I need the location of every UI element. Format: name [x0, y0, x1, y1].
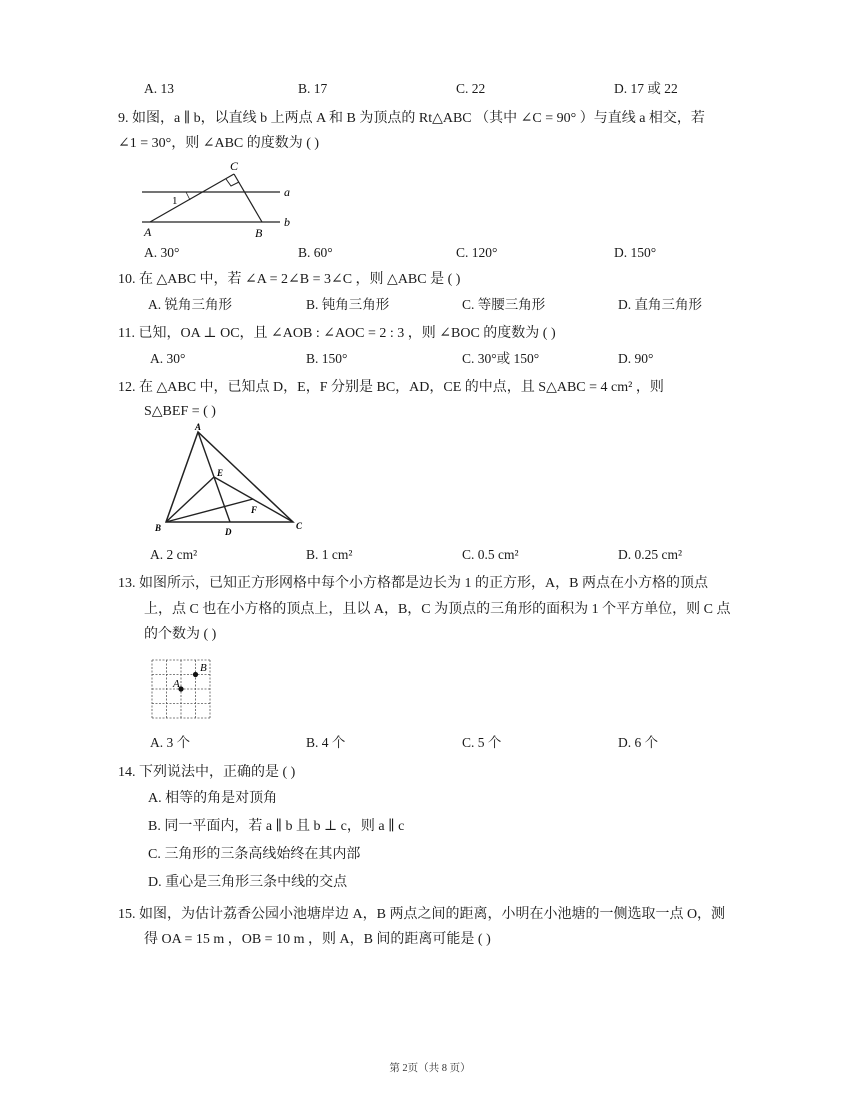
q9-option-c: C. 120° [456, 245, 498, 260]
q13-label-a: A [173, 678, 180, 690]
q9-side-bc [234, 174, 262, 222]
q11-stem: 11. 已知，OA ⊥ OC，且 ∠AOB : ∠AOC = 2 : 3 ，则 ∠BOC 的度数为 ( ) [118, 326, 556, 341]
q11-option-d: D. 90° [618, 351, 654, 366]
q14-option-b: B. 同一平面内，若 a ∥ b 且 b ⊥ c，则 a ∥ c [148, 819, 405, 834]
q11-option-c: C. 30°或 150° [462, 351, 540, 366]
q13-option-a: A. 3 个 [150, 735, 191, 750]
q9-label-c: C [230, 159, 239, 173]
q12-triangle-abc [166, 432, 293, 522]
q8-option-c: C. 22 [456, 81, 486, 96]
q9-angle-mark [186, 192, 190, 200]
q13-stem-line2: 上，点 C 也在小方格的顶点上，且以 A，B，C 为顶点的三角形的面积为 1 个平方单位，则 C 点 [144, 602, 731, 617]
q14-option-c: C. 三角形的三条高线始终在其内部 [148, 847, 361, 862]
q8-option-b: B. 17 [298, 81, 328, 96]
q13-grid-figure [148, 656, 214, 722]
q12-option-c: C. 0.5 cm² [462, 547, 519, 562]
q12-option-a: A. 2 cm² [150, 547, 198, 562]
q13-stem-line3: 的个数为 ( ) [144, 627, 217, 642]
q9-side-ac [150, 174, 234, 222]
q14-option-a: A. 相等的角是对顶角 [148, 791, 278, 806]
q14-option-d: D. 重心是三角形三条中线的交点 [148, 875, 348, 890]
q9-option-d: D. 150° [614, 245, 657, 260]
q13-option-c: C. 5 个 [462, 735, 502, 750]
page-footer: 第 2页（共 8 页） [389, 1063, 471, 1074]
q12-label-d: D [225, 527, 232, 537]
q8-option-a: A. 13 [144, 81, 174, 96]
q13-option-b: B. 4 个 [306, 735, 346, 750]
q11-option-a: A. 30° [150, 351, 186, 366]
q9-option-a: A. 30° [144, 245, 180, 260]
q11-option-b: B. 150° [306, 351, 348, 366]
q10-option-c: C. 等腰三角形 [462, 297, 546, 312]
q9-label-a-line: a [284, 185, 290, 199]
q13-option-d: D. 6 个 [618, 735, 659, 750]
q13-stem-line1: 13. 如图所示，已知正方形网格中每个小方格都是边长为 1 的正方形，A，B 两点在小方格的顶点 [118, 576, 708, 591]
q9-figure [138, 158, 308, 240]
q9-stem-line1: 9. 如图，a ∥ b，以直线 b 上两点 A 和 B 为顶点的 Rt△ABC （其中 ∠C = 90° ）与直线 a 相交，若 [118, 111, 705, 126]
q9-label-angle1: 1 [172, 195, 178, 207]
q9-label-point-b: B [255, 226, 263, 240]
q9-stem-line2: ∠1 = 30°，则 ∠ABC 的度数为 ( ) [118, 136, 320, 151]
q8-option-d: D. 17 或 22 [614, 81, 678, 96]
q12-label-c: C [296, 521, 303, 531]
q13-point-b [193, 672, 198, 677]
q12-label-e: E [217, 468, 224, 478]
q12-option-d: D. 0.25 cm² [618, 547, 683, 562]
q14-stem: 14. 下列说法中，正确的是 ( ) [118, 765, 296, 780]
q12-option-b: B. 1 cm² [306, 547, 353, 562]
q9-label-b-line: b [284, 215, 290, 229]
q15-stem-line2: 得 OA = 15 m ，OB = 10 m ，则 A，B 间的距离可能是 ( ) [144, 932, 491, 947]
q9-label-point-a: A [144, 225, 152, 239]
q10-stem: 10. 在 △ABC 中，若 ∠A = 2∠B = 3∠C ，则 △ABC 是 ( ) [118, 272, 461, 287]
q12-label-a: A [195, 422, 202, 432]
q10-option-b: B. 钝角三角形 [306, 297, 390, 312]
q10-option-a: A. 锐角三角形 [148, 297, 232, 312]
q12-stem-line1: 12. 在 △ABC 中，已知点 D，E，F 分别是 BC，AD，CE 的中点，且 S△ABC = 4 cm² ，则 [118, 380, 664, 395]
q9-option-b: B. 60° [298, 245, 333, 260]
q15-stem-line1: 15. 如图，为估计荔香公园小池塘岸边 A，B 两点之间的距离，小明在小池塘的一侧选取一点 O，测 [118, 907, 726, 922]
q12-stem-line2: S△BEF = ( ) [144, 404, 216, 419]
q12-label-b: B [155, 523, 162, 533]
q10-option-d: D. 直角三角形 [618, 297, 702, 312]
q12-figure [148, 422, 313, 540]
q12-label-f: F [251, 505, 258, 515]
q13-label-b: B [200, 662, 207, 674]
